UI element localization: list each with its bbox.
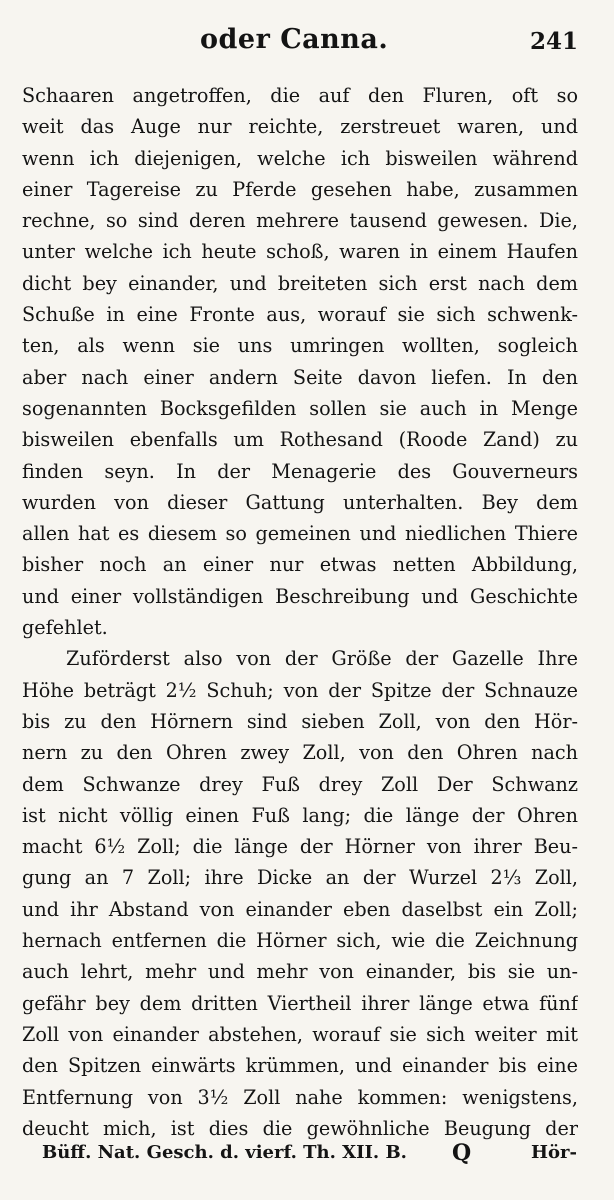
text-line: Höhe beträgt 2½ Schuh; von der Spitze der Schnauze bbox=[22, 678, 578, 702]
text-line: bisher noch an einer nur etwas netten Abbildung, bbox=[22, 553, 578, 577]
running-head: oder Canna. bbox=[200, 24, 389, 55]
page-header bbox=[0, 16, 614, 64]
text-line: dicht bey einander, und breiteten sich erst nach dem bbox=[22, 271, 578, 295]
text-line: Schaaren angetroffen, die auf den Fluren, oft so bbox=[22, 84, 578, 107]
text-line: und einer vollständigen Beschreibung und Geschichte bbox=[22, 584, 578, 608]
catchword: Hör- bbox=[531, 1142, 577, 1163]
text-line: gefehlet. bbox=[22, 616, 108, 640]
text-line: allen hat es diesem so gemeinen und niedlichen Thiere bbox=[22, 522, 578, 546]
text-line: bisweilen ebenfalls um Rothesand (Roode Zand) zu bbox=[22, 428, 578, 452]
text-line: Schuße in eine Fronte aus, worauf sie sich schwenk- bbox=[22, 303, 578, 327]
text-line: ist nicht völlig einen Fuß lang; die länge der Ohren bbox=[22, 803, 578, 827]
text-line: wurden von dieser Gattung unterhalten. Bey dem bbox=[22, 490, 578, 514]
text-line: ten, als wenn sie uns umringen wollten, sogleich bbox=[22, 334, 578, 358]
signature-line: Büff. Nat. Gesch. d. vierf. Th. XII. B. bbox=[42, 1142, 407, 1163]
text-line: hernach entfernen die Hörner sich, wie die Zeichnung bbox=[22, 929, 578, 953]
text-line: bis zu den Hörnern sind sieben Zoll, von den Hör- bbox=[22, 709, 578, 733]
signature-mark: Q bbox=[452, 1140, 472, 1166]
text-line: dem Schwanze drey Fuß drey Zoll Der Schwanz bbox=[22, 772, 578, 796]
text-line: und ihr Abstand von einander eben daselbst ein Zoll; bbox=[22, 897, 578, 921]
text-line: aber nach einer andern Seite davon liefen. In den bbox=[22, 365, 578, 389]
text-line: deucht mich, ist dies die gewöhnliche Beugung der bbox=[22, 1116, 578, 1140]
text-line: finden seyn. In der Menagerie des Gouverneurs bbox=[22, 459, 578, 483]
text-line: auch lehrt, mehr und mehr von einander, bis sie un- bbox=[22, 960, 578, 984]
text-line: unter welche ich heute schoß, waren in einem Haufen bbox=[22, 240, 578, 264]
text-line: rechne, so sind deren mehrere tausend gewesen. Die, bbox=[22, 209, 578, 233]
text-line: Entfernung von 3½ Zoll nahe kommen: wenigstens, bbox=[22, 1085, 578, 1109]
body-text bbox=[22, 80, 578, 1144]
text-line: gefähr bey dem dritten Viertheil ihrer länge etwa fünf bbox=[22, 991, 578, 1015]
text-line: gung an 7 Zoll; ihre Dicke an der Wurzel 2⅓ Zoll, bbox=[22, 866, 578, 890]
page-number: 241 bbox=[529, 28, 578, 55]
page-footer bbox=[42, 1138, 577, 1174]
text-line: wenn ich diejenigen, welche ich bisweilen während bbox=[22, 146, 578, 170]
text-line: den Spitzen einwärts krümmen, und einander bis eine bbox=[22, 1054, 578, 1078]
text-line: weit das Auge nur reichte, zerstreuet waren, und bbox=[22, 115, 578, 139]
text-line: einer Tagereise zu Pferde gesehen habe, zusammen bbox=[22, 177, 578, 201]
text-line: Zuförderst also von der Größe der Gazelle Ihre bbox=[66, 647, 578, 671]
text-line: nern zu den Ohren zwey Zoll, von den Ohren nach bbox=[22, 741, 578, 765]
text-line: macht 6½ Zoll; die länge der Hörner von ihrer Beu- bbox=[22, 835, 578, 859]
text-line: sogenannten Bocksgefilden sollen sie auch in Menge bbox=[22, 396, 578, 420]
text-line: Zoll von einander abstehen, worauf sie sich weiter mit bbox=[22, 1022, 578, 1046]
